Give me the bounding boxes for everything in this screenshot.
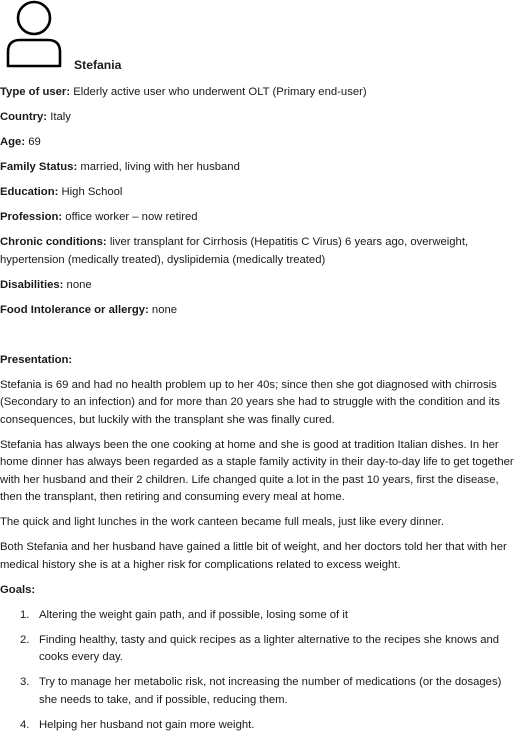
field-family-status (0, 159, 518, 177)
field-education (0, 184, 518, 202)
field-label: Type of user: (0, 86, 71, 98)
field-profession (0, 209, 518, 227)
goals-list (0, 607, 518, 735)
persona-name: Stefania (74, 58, 122, 72)
goal-number: 1. (20, 608, 30, 621)
field-type-of-user (0, 84, 518, 102)
goal-item (0, 674, 518, 709)
field-value: none (148, 303, 178, 316)
field-label: Food Intolerance or allergy: (0, 303, 149, 316)
user-avatar-icon (5, 0, 69, 68)
field-value: liver transplant for Cirrhosis (Hepatitis C Virus) 6 years ago, overweight, hypertension (medically treated), dyslipidemia (medically treated) (0, 236, 469, 266)
field-value: none (63, 278, 92, 291)
presentation-paragraph: Stefania is 69 and had no health problem up to her 40s; since then she got diagnosed with chirrosis (Secondary to an infection) and for more than 20 years she had to struggle with the condition and its consequences, but luckily with the transplant she was finally cured. (0, 378, 500, 426)
field-label: Chronic conditions: (0, 236, 107, 248)
presentation-title: Presentation: (0, 353, 73, 366)
presentation-paragraph: The quick and light lunches in the work canteen became full meals, just like every dinner. (0, 516, 444, 528)
field-chronic-conditions (0, 234, 518, 269)
persona-content (0, 84, 518, 742)
field-label: Education: (0, 186, 59, 198)
goals-title: Goals: (0, 583, 36, 596)
field-country (0, 109, 518, 127)
presentation-paragraph: Stefania has always been the one cooking at home and she is good at tradition Italian dishes. In her home dinner has always been regarded as a staple family activity in their day-to-day life to get together with her husband and their 2 children. Life changed quite a lot in the past 10 years, first the disease, then the transplant, then retiring and consuming every meal at home. (0, 438, 514, 503)
goal-text: Altering the weight gain path, and if possible, losing some of it (39, 608, 348, 621)
field-value: 69 (25, 136, 41, 148)
goal-item (0, 717, 518, 735)
field-label: Disabilities: (0, 278, 64, 291)
field-label: Family Status: (0, 161, 78, 173)
field-value: office worker – now retired (62, 211, 198, 223)
field-value: High School (58, 186, 123, 198)
section-spacer (0, 327, 518, 352)
goal-item (0, 632, 518, 667)
field-label: Age: (0, 136, 26, 148)
field-food-intolerance (0, 302, 518, 320)
goal-number: 3. (20, 676, 30, 688)
persona-header (0, 0, 520, 74)
goal-item (0, 607, 518, 625)
goal-text: Try to manage her metabolic risk, not increasing the number of medications (or the dosages) she needs to take, and if possible, reducing them. (39, 676, 502, 706)
field-value: married, living with her husband (77, 161, 240, 173)
presentation-paragraph: Both Stefania and her husband have gained a little bit of weight, and her doctors told her that with her medical history she is at a higher risk for complications related to excess weight. (0, 541, 507, 571)
field-value: Italy (47, 111, 71, 123)
goal-number: 4. (20, 718, 30, 731)
field-value: Elderly active user who underwent OLT (Primary end-user) (70, 86, 367, 98)
goal-text: Helping her husband not gain more weight. (39, 718, 255, 731)
field-age (0, 134, 518, 152)
field-label: Country: (0, 111, 48, 123)
goal-text: Finding healthy, tasty and quick recipes as a lighter alternative to the recipes she knows and cooks every day. (39, 633, 500, 663)
field-label: Profession: (0, 211, 63, 223)
field-disabilities (0, 277, 518, 295)
goal-number: 2. (20, 633, 30, 646)
